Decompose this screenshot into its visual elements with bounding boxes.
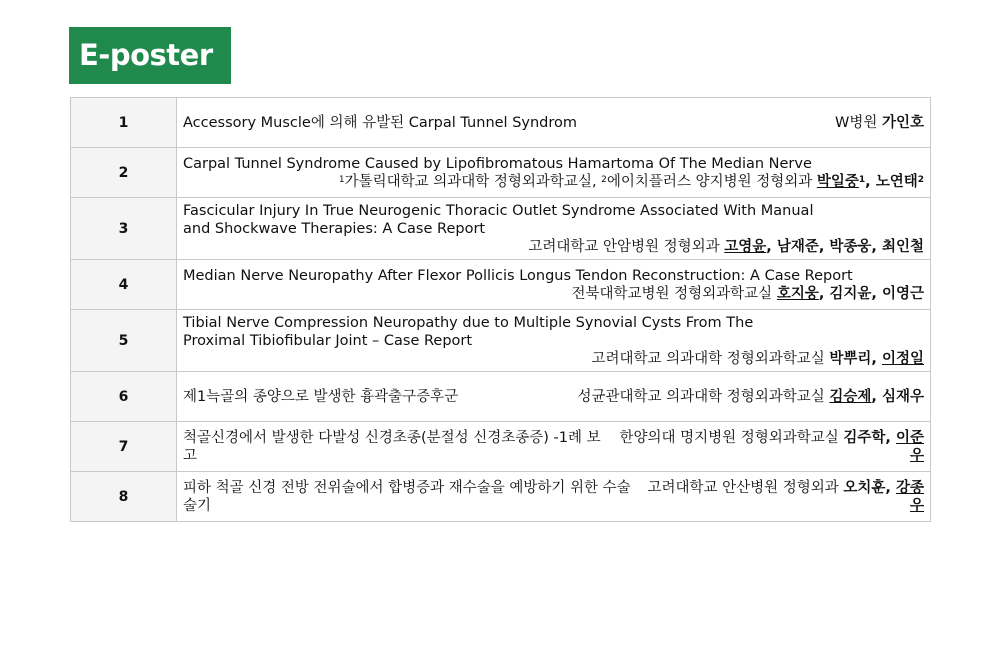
author: 김주학, xyxy=(843,429,896,446)
row-number: 7 xyxy=(71,422,177,472)
row-content xyxy=(177,198,931,260)
affiliation-authors xyxy=(183,285,924,303)
superscript: 1 xyxy=(858,174,866,185)
superscript: 2 xyxy=(917,174,924,185)
presenting-author: 호지웅 xyxy=(776,285,819,302)
affiliation: W병원 xyxy=(835,114,878,131)
table-row xyxy=(71,98,931,148)
table-row xyxy=(71,372,931,422)
superscript: 1 xyxy=(338,174,345,185)
table-row xyxy=(71,148,931,198)
table-row xyxy=(71,198,931,260)
row-number: 8 xyxy=(71,472,177,522)
presentation-title: 척골신경에서 발생한 다발성 신경초종(분절성 신경초종증) -1례 보고 xyxy=(183,429,601,464)
author: 박뿌리, xyxy=(829,350,882,367)
superscript: 2 xyxy=(601,174,607,185)
presentation-title-line-1: Tibial Nerve Compression Neuropathy due to Multiple Synovial Cysts From The xyxy=(183,314,754,331)
presentation-title-line-1: Fascicular Injury In True Neurogenic Thoracic Outlet Syndrome Associated With Manual xyxy=(183,202,814,219)
affiliation: 고려대학교 안산병원 정형외과 xyxy=(647,479,839,496)
author: , 김지윤, 이영근 xyxy=(818,285,924,302)
author: 가인호 xyxy=(881,114,924,131)
row-number: 6 xyxy=(71,372,177,422)
table-row xyxy=(71,472,931,522)
presenting-author: 고영윤 xyxy=(724,238,767,255)
row-number: 4 xyxy=(71,260,177,310)
affiliation: 고려대학교 의과대학 정형외과학교실 xyxy=(591,350,825,367)
program-table xyxy=(70,97,931,522)
table-row xyxy=(71,422,931,472)
affiliation: 고려대학교 안암병원 정형외과 xyxy=(528,238,720,255)
presentation-title-line-2: Proximal Tibiofibular Joint – Case Report xyxy=(183,332,473,349)
presentation-title: 피하 척골 신경 전방 전위술에서 합병증과 재수술을 예방하기 위한 수술 술기 xyxy=(183,479,631,514)
page-title: E-poster xyxy=(69,27,231,84)
affiliation-authors xyxy=(835,114,924,132)
row-content xyxy=(177,148,931,198)
row-content xyxy=(177,472,931,522)
presentation-title-line-2: and Shockwave Therapies: A Case Report xyxy=(183,220,486,237)
presentation-title: Median Nerve Neuropathy After Flexor Pollicis Longus Tendon Reconstruction: A Case Report xyxy=(183,267,853,284)
row-number: 3 xyxy=(71,198,177,260)
affiliation: 가톨릭대학교 의과대학 정형외과학교실, xyxy=(344,173,602,190)
presenting-author: 박일중 xyxy=(816,173,859,190)
author-separator: , xyxy=(865,173,876,190)
affiliation-authors xyxy=(645,479,924,515)
affiliation: 전북대학교병원 정형외과학교실 xyxy=(571,285,773,302)
author: 노연태 xyxy=(875,173,918,190)
row-content xyxy=(177,260,931,310)
affiliation-authors xyxy=(183,350,924,368)
affiliation: 성균관대학교 의과대학 정형외과학교실 xyxy=(577,388,825,405)
row-content xyxy=(177,422,931,472)
affiliation-authors xyxy=(183,173,924,191)
table-row xyxy=(71,260,931,310)
row-content xyxy=(177,98,931,148)
presenting-author: 김승제 xyxy=(829,388,872,405)
row-number: 1 xyxy=(71,98,177,148)
affiliation-authors xyxy=(183,238,924,256)
row-content xyxy=(177,372,931,422)
presentation-title: 제1늑골의 종양으로 발생한 흉곽출구증후군 xyxy=(183,388,459,405)
presenting-author: 강종우 xyxy=(895,479,924,514)
row-number: 5 xyxy=(71,310,177,372)
row-content xyxy=(177,310,931,372)
presenting-author: 이정일 xyxy=(881,350,924,367)
author: , 심재우 xyxy=(871,388,924,405)
affiliation-authors xyxy=(577,388,924,406)
presenting-author: 이준우 xyxy=(895,429,924,464)
affiliation: 에이치플러스 양지병원 정형외과 xyxy=(606,173,813,190)
author: 오치훈, xyxy=(843,479,896,496)
author: , 남재준, 박종웅, 최인철 xyxy=(766,238,924,255)
presentation-title: Accessory Muscle에 의해 유발된 Carpal Tunnel Syndrom xyxy=(183,114,578,131)
table-row xyxy=(71,310,931,372)
affiliation-authors xyxy=(609,429,924,465)
affiliation: 한양의대 명지병원 정형외과학교실 xyxy=(619,429,839,446)
presentation-title: Carpal Tunnel Syndrome Caused by Lipofibromatous Hamartoma Of The Median Nerve xyxy=(183,155,812,172)
row-number: 2 xyxy=(71,148,177,198)
